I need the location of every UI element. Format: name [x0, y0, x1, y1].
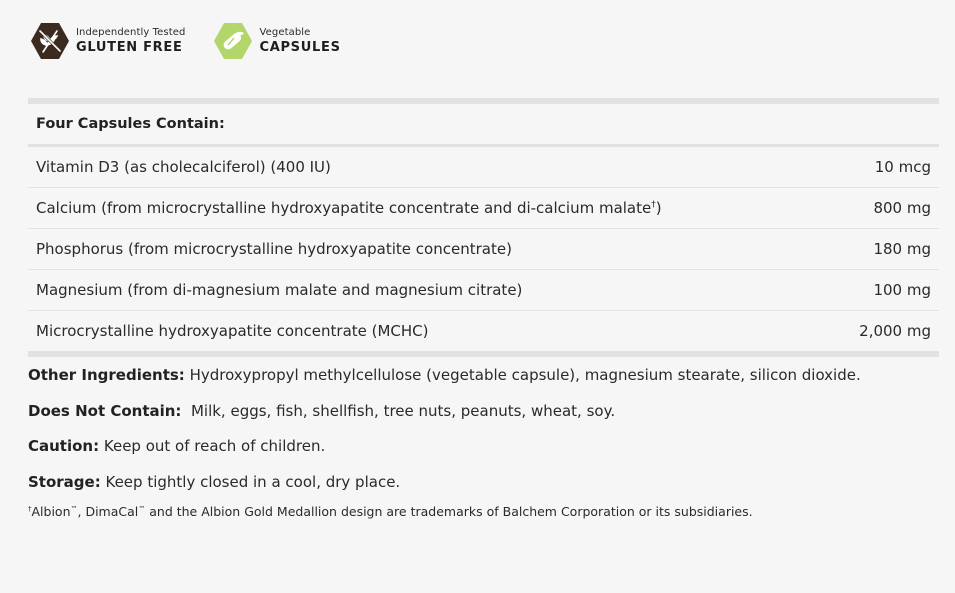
ingredient-name: Phosphorus (from microcrystalline hydroxyapatite concentrate) [36, 240, 512, 258]
ingredient-name: Vitamin D3 (as cholecalciferol) (400 IU) [36, 158, 331, 176]
dagger-mark: † [28, 504, 32, 513]
ingredient-name: Magnesium (from di-magnesium malate and magnesium citrate) [36, 281, 523, 299]
vegetable-small-text: Vegetable [259, 27, 311, 38]
ingredient-name-wrap [36, 199, 662, 217]
vegetable-big-text: CAPSULES [259, 40, 341, 55]
supplement-facts-table [28, 98, 939, 357]
footnote-text: Albion [31, 504, 71, 519]
wheat-icon [30, 21, 70, 61]
footnote-text: and the Albion Gold Medallion design are trademarks of Balchem Corporation or its subsidiaries. [145, 504, 753, 519]
gluten-free-small-text: Independently Tested [76, 27, 186, 38]
gluten-free-big-text: GLUTEN FREE [76, 40, 183, 55]
dagger-mark: † [651, 200, 656, 210]
ingredient-name: Microcrystalline hydroxyapatite concentrate (MCHC) [36, 322, 429, 340]
product-notes [28, 366, 938, 519]
table-row [28, 188, 939, 229]
bottom-divider [28, 351, 939, 357]
caution-note [28, 437, 938, 473]
ingredient-amount: 180 mg [873, 240, 931, 258]
does-not-contain-note [28, 402, 938, 438]
ingredient-amount: 100 mg [873, 281, 931, 299]
gluten-free-badge [30, 21, 185, 61]
badge-bar [30, 20, 369, 62]
note-label: Does Not Contain: [28, 401, 182, 420]
vegetable-capsules-badge [213, 21, 340, 61]
table-row [28, 147, 939, 188]
footnote-text: , DimaCal [77, 504, 139, 519]
note-text: Hydroxypropyl methylcellulose (vegetable capsule), magnesium stearate, silicon dioxide. [184, 366, 861, 384]
note-text: Milk, eggs, fish, shellfish, tree nuts, peanuts, wheat, soy. [181, 401, 616, 420]
other-ingredients-note [28, 366, 938, 402]
table-row [28, 270, 939, 311]
note-text: Keep out of reach of children. [99, 437, 326, 455]
capsule-leaf-icon [213, 21, 253, 61]
storage-note [28, 473, 938, 509]
trademark-mark: ™ [138, 504, 146, 513]
ingredient-name-suffix: ) [655, 199, 662, 217]
note-label: Caution: [28, 437, 100, 455]
trademark-footnote [28, 504, 938, 519]
table-heading: Four Capsules Contain: [36, 116, 225, 132]
ingredient-amount: 10 mcg [874, 158, 931, 176]
trademark-mark: ™ [70, 504, 78, 513]
table-row [28, 229, 939, 270]
table-row [28, 311, 939, 351]
ingredient-name: Calcium (from microcrystalline hydroxyapatite concentrate and di-calcium malate [36, 199, 652, 217]
note-label: Storage: [28, 472, 101, 491]
note-text: Keep tightly closed in a cool, dry place. [100, 472, 401, 491]
ingredient-amount: 2,000 mg [859, 322, 931, 340]
ingredient-amount: 800 mg [873, 199, 931, 217]
note-label: Other Ingredients: [28, 366, 185, 384]
